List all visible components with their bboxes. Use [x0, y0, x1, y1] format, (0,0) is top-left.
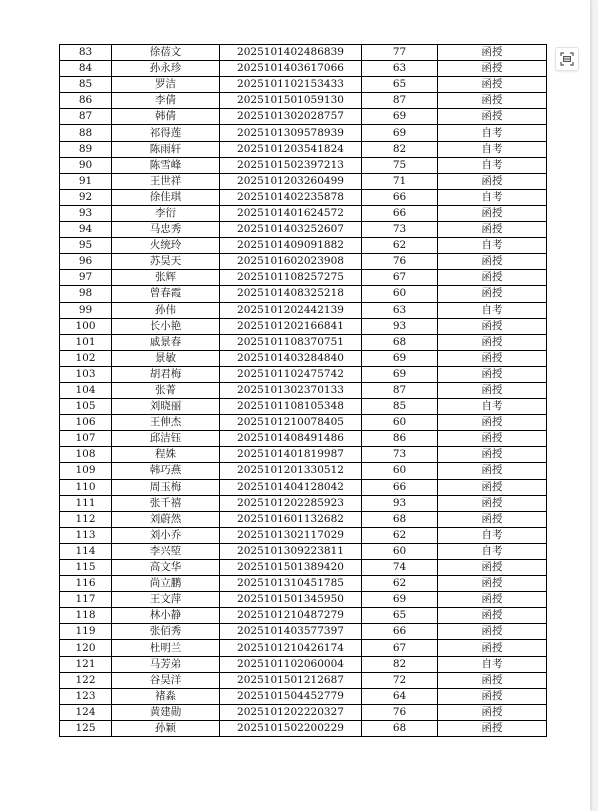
row-number-cell: 107 [60, 431, 112, 447]
table-body [60, 45, 547, 737]
score-cell: 67 [362, 270, 438, 286]
score-cell: 93 [362, 495, 438, 511]
table-row [60, 592, 547, 608]
student-id-cell: 2025101403252607 [220, 222, 362, 238]
student-name-cell: 尚立鹏 [112, 576, 220, 592]
student-name-cell: 高文华 [112, 560, 220, 576]
table-row [60, 302, 547, 318]
score-cell: 65 [362, 608, 438, 624]
study-type-cell: 自考 [438, 157, 547, 173]
score-cell: 68 [362, 334, 438, 350]
student-name-cell: 长小艳 [112, 318, 220, 334]
score-cell: 73 [362, 222, 438, 238]
score-cell: 60 [362, 415, 438, 431]
table-row [60, 704, 547, 720]
study-type-cell: 函授 [438, 576, 547, 592]
study-type-cell: 函授 [438, 624, 547, 640]
study-type-cell: 函授 [438, 366, 547, 382]
row-number-cell: 84 [60, 61, 112, 77]
student-name-cell: 韩巧燕 [112, 463, 220, 479]
study-type-cell: 函授 [438, 61, 547, 77]
study-type-cell: 函授 [438, 77, 547, 93]
table-row [60, 720, 547, 736]
student-id-cell: 2025101403284840 [220, 350, 362, 366]
score-cell: 86 [362, 431, 438, 447]
table-row [60, 640, 547, 656]
study-type-cell: 函授 [438, 608, 547, 624]
study-type-cell: 函授 [438, 382, 547, 398]
row-number-cell: 87 [60, 109, 112, 125]
study-type-cell: 函授 [438, 173, 547, 189]
row-number-cell: 98 [60, 286, 112, 302]
table-row [60, 334, 547, 350]
row-number-cell: 96 [60, 254, 112, 270]
table-row [60, 382, 547, 398]
row-number-cell: 101 [60, 334, 112, 350]
score-cell: 71 [362, 173, 438, 189]
table-row [60, 511, 547, 527]
row-number-cell: 97 [60, 270, 112, 286]
study-type-cell: 自考 [438, 527, 547, 543]
student-name-cell: 孙伟 [112, 302, 220, 318]
score-cell: 87 [362, 93, 438, 109]
student-name-cell: 邱洁钰 [112, 431, 220, 447]
score-cell: 60 [362, 463, 438, 479]
student-id-cell: 2025101502200229 [220, 720, 362, 736]
student-name-cell: 张辉 [112, 270, 220, 286]
table-row [60, 656, 547, 672]
student-id-cell: 2025101202285923 [220, 495, 362, 511]
row-number-cell: 125 [60, 720, 112, 736]
student-id-cell: 2025101102153433 [220, 77, 362, 93]
row-number-cell: 103 [60, 366, 112, 382]
table-row [60, 366, 547, 382]
score-cell: 93 [362, 318, 438, 334]
study-type-cell: 自考 [438, 399, 547, 415]
table-row [60, 45, 547, 61]
score-cell: 82 [362, 656, 438, 672]
row-number-cell: 120 [60, 640, 112, 656]
row-number-cell: 86 [60, 93, 112, 109]
row-number-cell: 117 [60, 592, 112, 608]
study-type-cell: 函授 [438, 511, 547, 527]
student-name-cell: 李衍 [112, 205, 220, 221]
score-cell: 60 [362, 543, 438, 559]
row-number-cell: 118 [60, 608, 112, 624]
study-type-cell: 自考 [438, 543, 547, 559]
table-row [60, 286, 547, 302]
student-id-cell: 2025101201330512 [220, 463, 362, 479]
row-number-cell: 112 [60, 511, 112, 527]
score-cell: 76 [362, 704, 438, 720]
student-name-cell: 曾春霞 [112, 286, 220, 302]
study-type-cell: 函授 [438, 495, 547, 511]
score-cell: 69 [362, 109, 438, 125]
score-cell: 62 [362, 576, 438, 592]
table-row [60, 141, 547, 157]
student-name-cell: 火统玲 [112, 238, 220, 254]
row-number-cell: 83 [60, 45, 112, 61]
table-row [60, 495, 547, 511]
study-type-cell: 函授 [438, 318, 547, 334]
study-type-cell: 函授 [438, 431, 547, 447]
study-type-cell: 函授 [438, 415, 547, 431]
row-number-cell: 95 [60, 238, 112, 254]
row-number-cell: 115 [60, 560, 112, 576]
student-name-cell: 杜明兰 [112, 640, 220, 656]
table-row [60, 238, 547, 254]
row-number-cell: 113 [60, 527, 112, 543]
student-id-cell: 2025101302117029 [220, 527, 362, 543]
study-type-cell: 函授 [438, 222, 547, 238]
student-id-cell: 2025101504452779 [220, 688, 362, 704]
study-type-cell: 函授 [438, 688, 547, 704]
table-row [60, 688, 547, 704]
row-number-cell: 92 [60, 189, 112, 205]
row-number-cell: 119 [60, 624, 112, 640]
student-name-cell: 王文萍 [112, 592, 220, 608]
row-number-cell: 88 [60, 125, 112, 141]
row-number-cell: 93 [60, 205, 112, 221]
table-row [60, 399, 547, 415]
student-name-cell: 褚淼 [112, 688, 220, 704]
student-id-cell: 2025101203541824 [220, 141, 362, 157]
student-id-cell: 2025101202220327 [220, 704, 362, 720]
study-type-cell: 自考 [438, 656, 547, 672]
table-row [60, 318, 547, 334]
score-cell: 72 [362, 672, 438, 688]
study-type-cell: 函授 [438, 704, 547, 720]
score-cell: 75 [362, 157, 438, 173]
student-name-cell: 张菁 [112, 382, 220, 398]
row-number-cell: 106 [60, 415, 112, 431]
score-cell: 64 [362, 688, 438, 704]
score-cell: 73 [362, 447, 438, 463]
student-id-cell: 2025101402486839 [220, 45, 362, 61]
study-type-cell: 函授 [438, 592, 547, 608]
scan-text-icon [560, 52, 574, 66]
student-id-cell: 2025101501389420 [220, 560, 362, 576]
row-number-cell: 110 [60, 479, 112, 495]
score-cell: 76 [362, 254, 438, 270]
student-id-cell: 2025101302370133 [220, 382, 362, 398]
row-number-cell: 108 [60, 447, 112, 463]
table-row [60, 109, 547, 125]
table-row [60, 270, 547, 286]
table-row [60, 624, 547, 640]
table-row [60, 447, 547, 463]
score-table [59, 44, 547, 737]
student-name-cell: 徐佳琪 [112, 189, 220, 205]
study-type-cell: 自考 [438, 125, 547, 141]
student-name-cell: 周玉梅 [112, 479, 220, 495]
student-name-cell: 林小静 [112, 608, 220, 624]
table-row [60, 576, 547, 592]
student-name-cell: 谷昊洋 [112, 672, 220, 688]
student-id-cell: 2025101502397213 [220, 157, 362, 173]
score-cell: 69 [362, 592, 438, 608]
student-name-cell: 罗洁 [112, 77, 220, 93]
table-row [60, 415, 547, 431]
student-name-cell: 马芳弟 [112, 656, 220, 672]
student-name-cell: 李倩 [112, 93, 220, 109]
student-name-cell: 祁得莲 [112, 125, 220, 141]
row-number-cell: 105 [60, 399, 112, 415]
student-id-cell: 2025101401819987 [220, 447, 362, 463]
score-cell: 66 [362, 205, 438, 221]
score-cell: 66 [362, 624, 438, 640]
score-cell: 68 [362, 511, 438, 527]
score-cell: 69 [362, 366, 438, 382]
study-type-cell: 自考 [438, 141, 547, 157]
study-type-cell: 函授 [438, 640, 547, 656]
table-row [60, 61, 547, 77]
student-name-cell: 陈雪峰 [112, 157, 220, 173]
score-cell: 82 [362, 141, 438, 157]
student-id-cell: 2025101408491486 [220, 431, 362, 447]
score-cell: 63 [362, 302, 438, 318]
student-id-cell: 2025101309578939 [220, 125, 362, 141]
table-row [60, 93, 547, 109]
table-row [60, 350, 547, 366]
table-row [60, 560, 547, 576]
student-name-cell: 张佰秀 [112, 624, 220, 640]
row-number-cell: 90 [60, 157, 112, 173]
row-number-cell: 102 [60, 350, 112, 366]
table-row [60, 222, 547, 238]
study-type-cell: 函授 [438, 286, 547, 302]
student-id-cell: 2025101210078405 [220, 415, 362, 431]
row-number-cell: 116 [60, 576, 112, 592]
row-number-cell: 111 [60, 495, 112, 511]
study-type-cell: 函授 [438, 45, 547, 61]
study-type-cell: 函授 [438, 672, 547, 688]
student-id-cell: 2025101302028757 [220, 109, 362, 125]
score-cell: 60 [362, 286, 438, 302]
student-name-cell: 孙颖 [112, 720, 220, 736]
score-cell: 85 [362, 399, 438, 415]
student-id-cell: 2025101403617066 [220, 61, 362, 77]
study-type-cell: 函授 [438, 270, 547, 286]
student-id-cell: 2025101401624572 [220, 205, 362, 221]
score-cell: 69 [362, 350, 438, 366]
row-number-cell: 99 [60, 302, 112, 318]
study-type-cell: 函授 [438, 205, 547, 221]
student-id-cell: 2025101202166841 [220, 318, 362, 334]
student-name-cell: 戚景春 [112, 334, 220, 350]
student-name-cell: 苏昊天 [112, 254, 220, 270]
student-name-cell: 胡君梅 [112, 366, 220, 382]
row-number-cell: 109 [60, 463, 112, 479]
table-row [60, 125, 547, 141]
student-name-cell: 景敏 [112, 350, 220, 366]
score-cell: 65 [362, 77, 438, 93]
study-type-cell: 函授 [438, 463, 547, 479]
student-name-cell: 李兴埅 [112, 543, 220, 559]
student-name-cell: 韩倩 [112, 109, 220, 125]
student-id-cell: 2025101202442139 [220, 302, 362, 318]
row-number-cell: 123 [60, 688, 112, 704]
student-name-cell: 张千禧 [112, 495, 220, 511]
table-row [60, 431, 547, 447]
score-cell: 62 [362, 238, 438, 254]
student-name-cell: 黄建勋 [112, 704, 220, 720]
row-number-cell: 104 [60, 382, 112, 398]
student-id-cell: 2025101602023908 [220, 254, 362, 270]
row-number-cell: 85 [60, 77, 112, 93]
student-id-cell: 2025101309223811 [220, 543, 362, 559]
student-name-cell: 刘蔚然 [112, 511, 220, 527]
table-row [60, 77, 547, 93]
row-number-cell: 94 [60, 222, 112, 238]
student-id-cell: 2025101210487279 [220, 608, 362, 624]
student-name-cell: 马忠秀 [112, 222, 220, 238]
student-name-cell: 程姝 [112, 447, 220, 463]
student-id-cell: 2025101501212687 [220, 672, 362, 688]
study-type-cell: 函授 [438, 479, 547, 495]
table-row [60, 254, 547, 270]
student-id-cell: 2025101409091882 [220, 238, 362, 254]
study-type-cell: 函授 [438, 254, 547, 270]
score-cell: 63 [362, 61, 438, 77]
study-type-cell: 自考 [438, 189, 547, 205]
score-cell: 62 [362, 527, 438, 543]
student-name-cell: 陈雨轩 [112, 141, 220, 157]
score-cell: 67 [362, 640, 438, 656]
score-cell: 77 [362, 45, 438, 61]
student-name-cell: 刘晓丽 [112, 399, 220, 415]
student-id-cell: 2025101501059130 [220, 93, 362, 109]
score-cell: 69 [362, 125, 438, 141]
study-type-cell: 自考 [438, 238, 547, 254]
student-id-cell: 2025101210426174 [220, 640, 362, 656]
row-number-cell: 124 [60, 704, 112, 720]
student-id-cell: 2025101108105348 [220, 399, 362, 415]
study-type-cell: 函授 [438, 560, 547, 576]
student-name-cell: 孙永珍 [112, 61, 220, 77]
table-row [60, 608, 547, 624]
score-cell: 74 [362, 560, 438, 576]
student-name-cell: 徐蓓文 [112, 45, 220, 61]
table-row [60, 205, 547, 221]
student-name-cell: 王伸杰 [112, 415, 220, 431]
study-type-cell: 函授 [438, 447, 547, 463]
score-cell: 87 [362, 382, 438, 398]
scan-text-button[interactable] [555, 47, 579, 71]
row-number-cell: 100 [60, 318, 112, 334]
student-id-cell: 2025101501345950 [220, 592, 362, 608]
student-name-cell: 刘小乔 [112, 527, 220, 543]
row-number-cell: 122 [60, 672, 112, 688]
table-row [60, 527, 547, 543]
student-id-cell: 2025101408325218 [220, 286, 362, 302]
study-type-cell: 函授 [438, 350, 547, 366]
row-number-cell: 114 [60, 543, 112, 559]
table-row [60, 543, 547, 559]
student-id-cell: 2025101108370751 [220, 334, 362, 350]
study-type-cell: 函授 [438, 334, 547, 350]
table-row [60, 672, 547, 688]
study-type-cell: 自考 [438, 302, 547, 318]
table-row [60, 173, 547, 189]
student-name-cell: 王世祥 [112, 173, 220, 189]
row-number-cell: 91 [60, 173, 112, 189]
student-id-cell: 2025101102475742 [220, 366, 362, 382]
study-type-cell: 函授 [438, 720, 547, 736]
table-row [60, 463, 547, 479]
student-id-cell: 2025101404128042 [220, 479, 362, 495]
score-cell: 66 [362, 479, 438, 495]
student-id-cell: 2025101402235878 [220, 189, 362, 205]
row-number-cell: 89 [60, 141, 112, 157]
student-id-cell: 2025101102060004 [220, 656, 362, 672]
study-type-cell: 函授 [438, 93, 547, 109]
table-row [60, 189, 547, 205]
row-number-cell: 121 [60, 656, 112, 672]
student-id-cell: 2025101108257275 [220, 270, 362, 286]
table-row [60, 157, 547, 173]
student-id-cell: 2025101203260499 [220, 173, 362, 189]
student-id-cell: 2025101403577397 [220, 624, 362, 640]
study-type-cell: 函授 [438, 109, 547, 125]
student-id-cell: 2025101310451785 [220, 576, 362, 592]
student-id-cell: 2025101601132682 [220, 511, 362, 527]
score-cell: 66 [362, 189, 438, 205]
table-row [60, 479, 547, 495]
score-cell: 68 [362, 720, 438, 736]
